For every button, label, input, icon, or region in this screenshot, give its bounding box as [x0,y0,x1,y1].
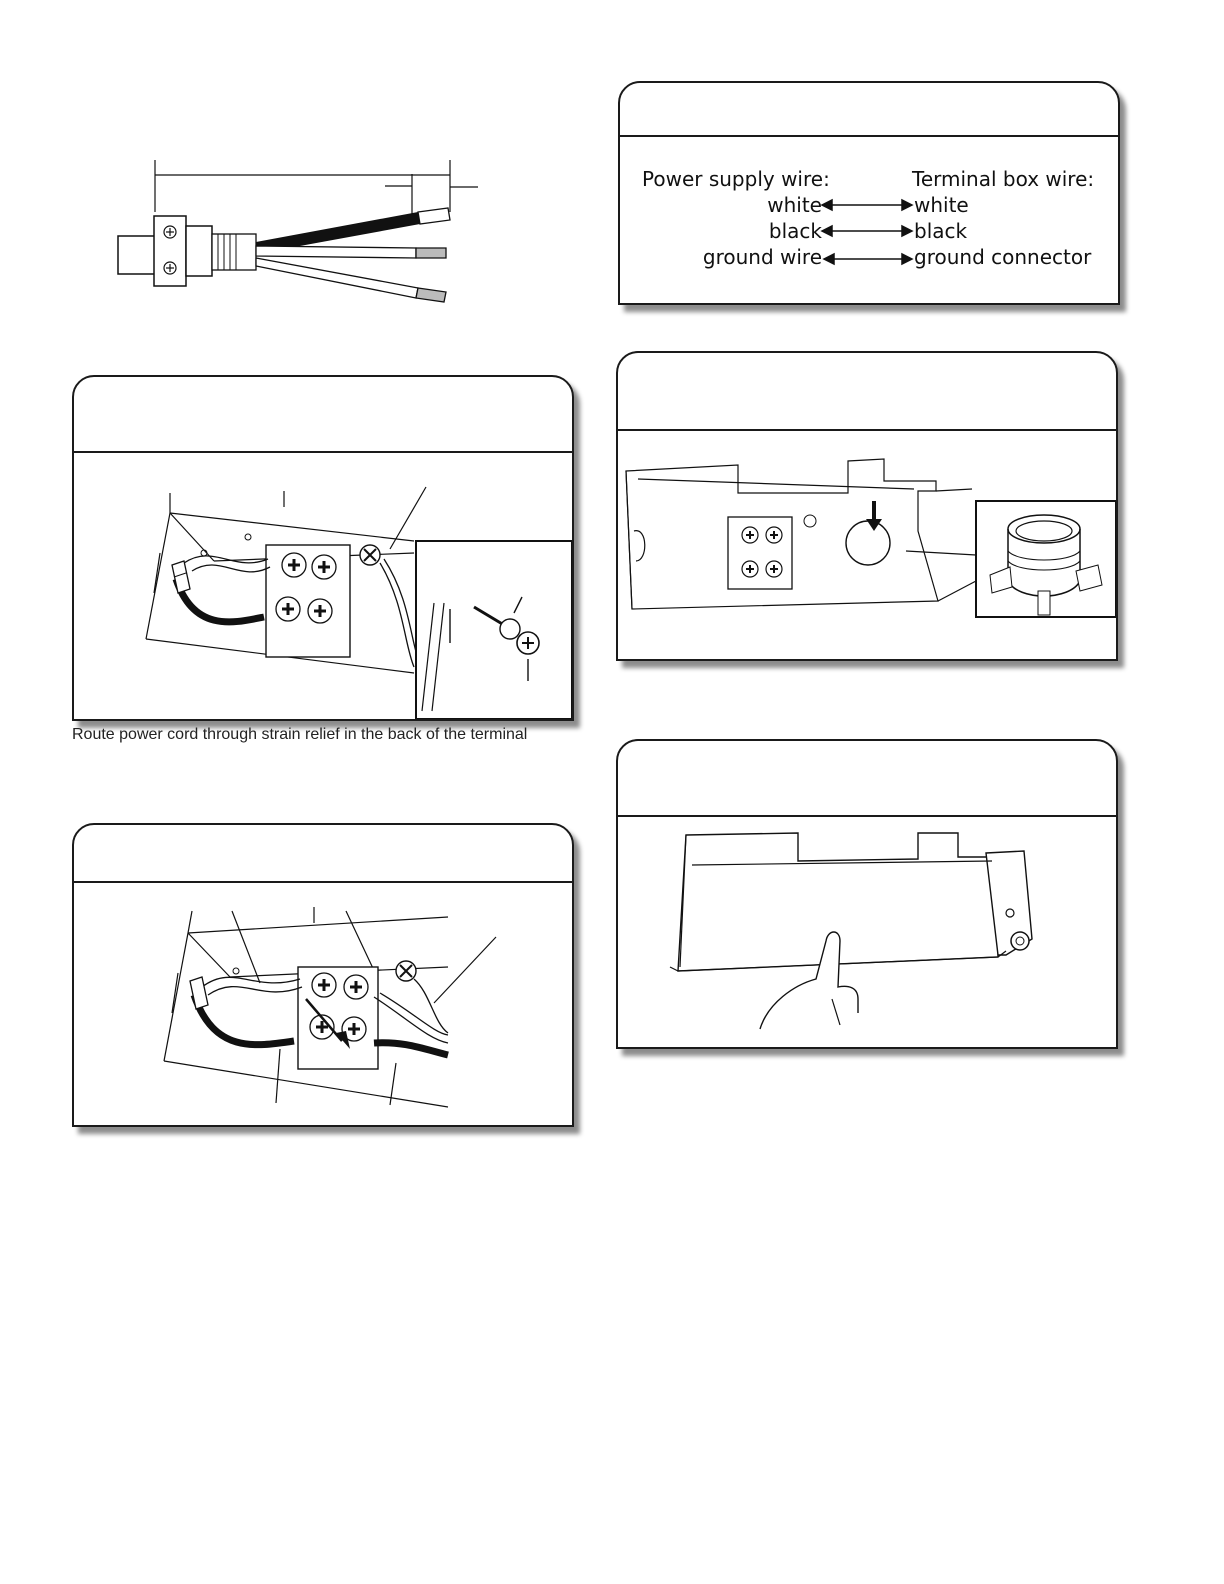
supply-wire-white: white [767,193,822,217]
conduit-plug-panel [616,351,1118,661]
terminal-block-wiring-illustration [74,453,572,719]
panel-header-bar [74,377,572,453]
strain-relief-caption: Route power cord through strain relief in the back of the terminal [72,726,528,743]
terminal-ground-connector: ground connector [914,245,1092,269]
power-cord-illustration [100,150,500,310]
terminal-wire-black: black [914,219,968,243]
terminal-connections-panel [72,823,574,1127]
panel-header-bar [620,83,1118,137]
terminal-wire-white: white [914,193,969,217]
panel-header-bar [74,825,572,883]
supply-wire-black: black [768,219,822,243]
power-supply-wire-heading: Power supply wire: [642,167,830,191]
supply-wire-ground: ground wire [702,245,822,269]
terminal-cover-panel [616,739,1118,1049]
wired-terminal-block-illustration [74,883,572,1125]
terminal-box-wire-heading: Terminal box wire: [912,167,1095,191]
panel-header-bar [618,741,1116,817]
terminal-box-cover-illustration [618,817,1116,1047]
double-arrow-icons [820,193,914,273]
terminal-strain-relief-panel [72,375,574,721]
terminal-box-knockout-illustration [618,431,1116,659]
panel-header-bar [618,353,1116,431]
wiring-connection-panel [618,81,1120,305]
